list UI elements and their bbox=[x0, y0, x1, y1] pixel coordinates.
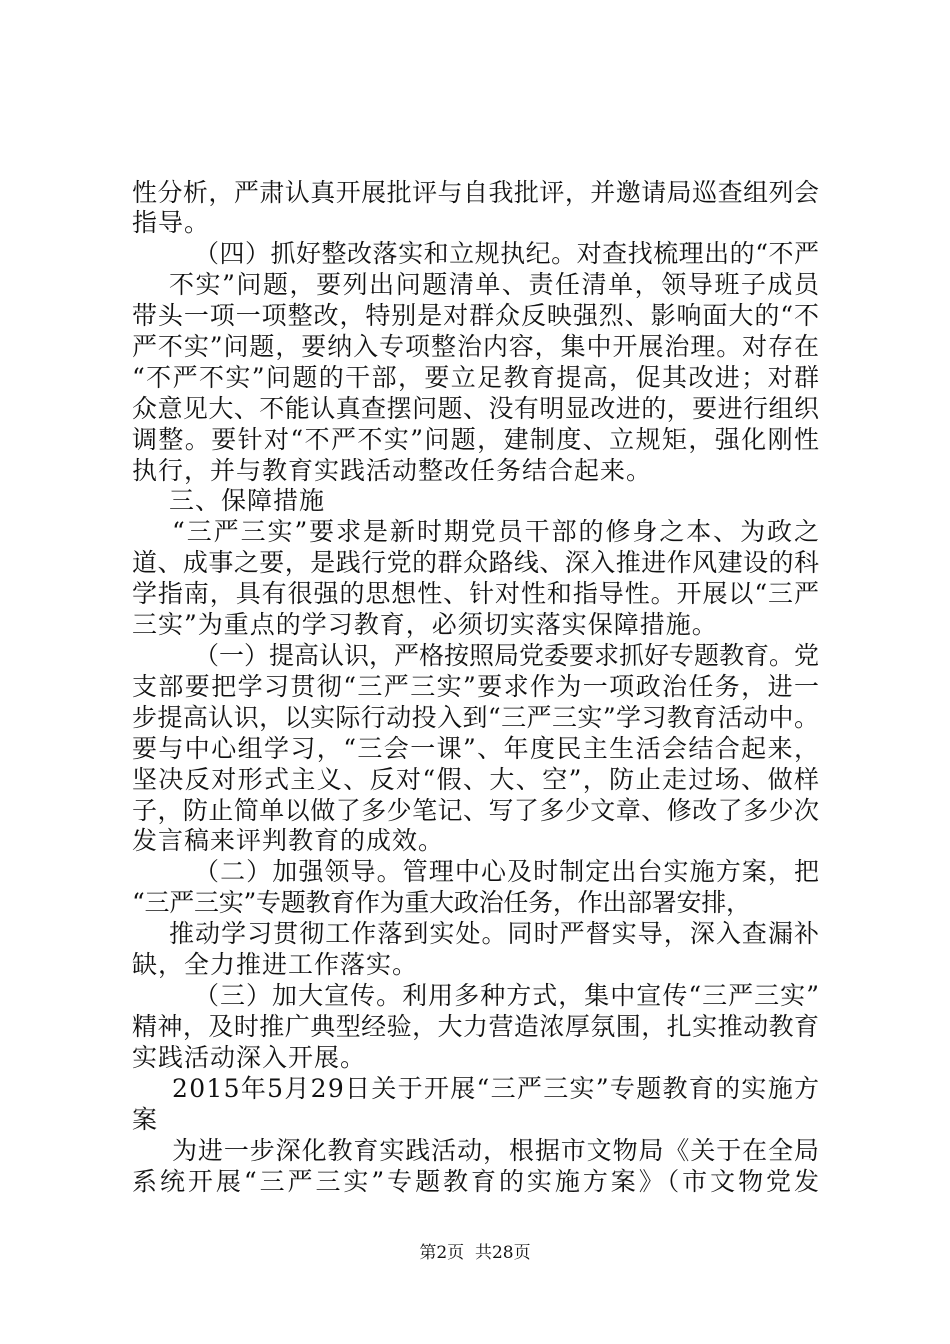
text-line: 三实”为重点的学习教育，必须切实落实保障措施。 bbox=[132, 610, 718, 639]
page-footer: 第2页 共28页 bbox=[419, 1243, 531, 1263]
text-line: （三）加大宣传。利用多种方式，集中宣传“三严三实” bbox=[194, 981, 821, 1010]
text-line: 学指南，具有很强的思想性、针对性和指导性。开展以“三严 bbox=[132, 579, 820, 608]
text-line: 推动学习贯彻工作落到实处。同时严督实导，深入查漏补 bbox=[169, 919, 821, 948]
text-line: 执行，并与教育实践活动整改任务结合起来。 bbox=[132, 456, 653, 485]
text-line: 精神，及时推广典型经验，大力营造浓厚氛围，扎实推动教育 bbox=[132, 1012, 820, 1041]
text-line: 系统开展“三严三实”专题教育的实施方案》（市文物党发 bbox=[132, 1167, 822, 1196]
text-line: 缺，全力推进工作落实。 bbox=[132, 950, 419, 979]
text-line: 要与中心组学习，“三会一课”、年度民主生活会结合起来， bbox=[132, 734, 821, 763]
text-line: “三严三实”专题教育作为重大政治任务，作出部署安排， bbox=[132, 888, 751, 917]
text-line: 案 bbox=[132, 1105, 159, 1134]
text-line: （四）抓好整改落实和立规执纪。对查找梳理出的“不严 bbox=[194, 239, 820, 268]
text-line: 严不实”问题，要纳入专项整治内容，集中开展治理。对存在 bbox=[132, 332, 820, 361]
text-line: “不严不实”问题的干部，要立足教育提高，促其改进；对群 bbox=[132, 363, 821, 392]
text-line: （一）提高认识，严格按照局党委要求抓好专题教育。党 bbox=[194, 641, 819, 670]
text-line: 支部要把学习贯彻“三严三实”要求作为一项政治任务，进一 bbox=[132, 672, 821, 701]
text-line: 坚决反对形式主义、反对“假、大、空”，防止走过场、做样 bbox=[132, 765, 821, 794]
text-line: 为进一步深化教育实践活动，根据市文物局《关于在全局 bbox=[172, 1136, 820, 1165]
text-line: 指导。 bbox=[132, 208, 211, 237]
text-line: 2015年5月29日关于开展“三严三实”专题教育的实施方 bbox=[172, 1074, 821, 1103]
text-line: 步提高认识，以实际行动投入到“三严三实”学习教育活动中。 bbox=[132, 703, 820, 732]
text-line: 三、保障措施 bbox=[169, 486, 326, 515]
text-line: 发言稿来评判教育的成效。 bbox=[132, 826, 445, 855]
text-line: 子，防止简单以做了多少笔记、写了多少文章、修改了多少次 bbox=[132, 796, 820, 825]
text-line: 带头一项一项整改，特别是对群众反映强烈、影响面大的“不 bbox=[132, 301, 820, 330]
text-line: 调整。要针对“不严不实”问题，建制度、立规矩，强化刚性 bbox=[132, 425, 821, 454]
text-line: “三严三实”要求是新时期党员干部的修身之本、为政之 bbox=[172, 517, 821, 546]
text-line: 众意见大、不能认真查摆问题、没有明显改进的，要进行组织 bbox=[132, 394, 820, 423]
text-line: 道、成事之要，是践行党的群众路线、深入推进作风建设的科 bbox=[132, 548, 820, 577]
text-line: 性分析，严肃认真开展批评与自我批评，并邀请局巡查组列会 bbox=[132, 178, 820, 207]
text-line: （二）加强领导。管理中心及时制定出台实施方案，把 bbox=[194, 857, 821, 886]
text-line: 实践活动深入开展。 bbox=[132, 1043, 367, 1072]
text-line: 不实”问题，要列出问题清单、责任清单，领导班子成员 bbox=[169, 270, 821, 299]
